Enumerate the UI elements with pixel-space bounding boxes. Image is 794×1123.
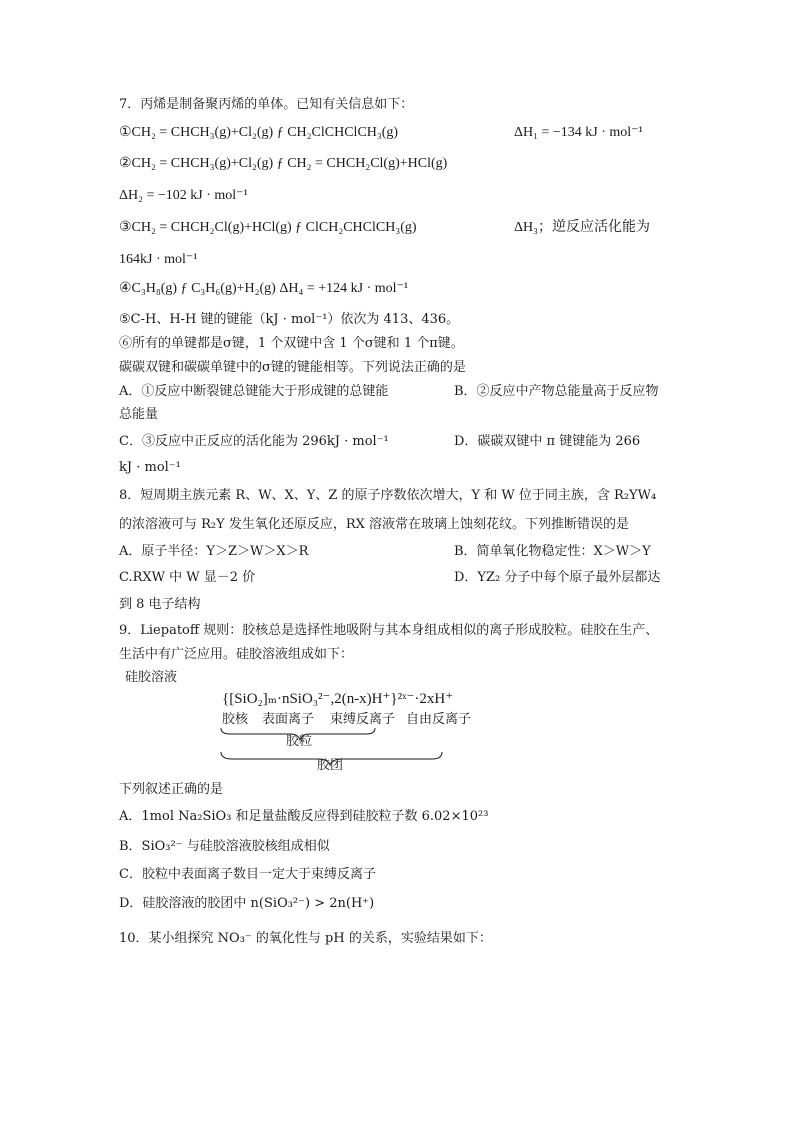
q7-equation-2: ②CH₂ = CHCH₃(g)+Cl₂(g) ƒ CH₂ = CHCH₂Cl(g)+HCl(g) bbox=[119, 156, 448, 171]
q9-label-micelle: 胶团 bbox=[317, 758, 344, 773]
q9-label-surface-ions: 表面离子 bbox=[262, 712, 315, 727]
q9-option-c: C．胶粒中表面离子数目一定大于束缚反离子 bbox=[119, 867, 376, 882]
q9-micelle-formula: {[SiO₂]ₘ·nSiO₃²⁻,2(n-x)H⁺}²ˣ⁻·2xH⁺ bbox=[222, 691, 454, 707]
q7-option-d-cont: kJ · mol⁻¹ bbox=[119, 460, 181, 475]
q7-equation-3-tail: ΔH₃；逆反应活化能为 bbox=[514, 220, 650, 235]
q10-stem: 10．某小组探究 NO₃⁻ 的氧化性与 pH 的关系，实验结果如下： bbox=[119, 931, 492, 946]
q7-equation-4: ④C₃H₈(g) ƒ C₃H₆(g)+H₂(g) ΔH₄ = +124 kJ · mol⁻¹ bbox=[119, 281, 409, 296]
q7-option-b: B．②反应中产物总能量高于反应物 bbox=[454, 384, 659, 399]
q9-label-core: 胶核 bbox=[222, 712, 249, 727]
q8-stem-2: 的浓溶液可与 R₂Y 发生氧化还原反应，RX 溶液常在玻璃上蚀刻花纹。下列推断错误的是 bbox=[119, 517, 630, 532]
q9-ask: 下列叙述正确的是 bbox=[119, 782, 224, 797]
q7-stem: 7．丙烯是制备聚丙烯的单体。已知有关信息如下： bbox=[119, 97, 414, 112]
q8-option-d-cont: 到 8 电子结构 bbox=[119, 597, 201, 612]
q7-info-5: ⑤C-H、H-H 键的键能（kJ · mol⁻¹）依次为 413、436。 bbox=[119, 312, 460, 327]
q9-diagram-title: 硅胶溶液 bbox=[125, 670, 178, 685]
q7-equation-2-enthalpy: ΔH₂ = −102 kJ · mol⁻¹ bbox=[119, 188, 248, 203]
q7-option-d: D．碳碳双键中 π 键键能为 266 bbox=[454, 434, 641, 449]
q9-option-b: B．SiO₃²⁻ 与硅胶溶液胶核组成相似 bbox=[119, 839, 330, 854]
q8-option-b: B．简单氧化物稳定性：X＞W＞Y bbox=[454, 544, 651, 559]
q9-option-a: A．1mol Na₂SiO₃ 和足量盐酸反应得到硅胶粒子数 6.02×10²³ bbox=[119, 809, 489, 824]
q7-info-6: ⑥所有的单键都是σ键，1 个双键中含 1 个σ键和 1 个π键。 bbox=[119, 336, 464, 351]
q8-stem-1: 8．短周期主族元素 R、W、X、Y、Z 的原子序数依次增大，Y 和 W 位于同主族，含 R₂YW₄ bbox=[119, 488, 657, 503]
q7-option-c: C．③反应中正反应的活化能为 296kJ · mol⁻¹ bbox=[119, 434, 389, 449]
q7-option-a: A．①反应中断裂键总键能大于形成键的总键能 bbox=[119, 384, 389, 399]
q7-info-7: 碳碳双键和碳碳单键中的σ键的键能相等。下列说法正确的是 bbox=[119, 360, 466, 375]
q8-option-a: A．原子半径：Y＞Z＞W＞X＞R bbox=[119, 544, 309, 559]
q8-option-d: D．YZ₂ 分子中每个原子最外层都达 bbox=[454, 570, 661, 585]
q9-option-d: D．硅胶溶液的胶团中 n(SiO₃²⁻) > 2n(H⁺) bbox=[119, 896, 375, 911]
q9-label-free-counterions: 自由反离子 bbox=[406, 712, 472, 727]
q9-stem-1: 9．Liepatoff 规则：胶核总是选择性地吸附与其本身组成相似的离子形成胶粒。硅胶在生产、 bbox=[119, 623, 659, 638]
q9-label-particle: 胶粒 bbox=[286, 734, 313, 749]
q7-equation-1: ①CH₂ = CHCH₃(g)+Cl₂(g) ƒ CH₂ClCHClCH₃(g) bbox=[119, 125, 399, 140]
q9-label-bound-counterions: 束缚反离子 bbox=[330, 712, 396, 727]
q8-option-c: C.RXW 中 W 显－2 价 bbox=[119, 570, 256, 585]
q9-stem-2: 生活中有广泛应用。硅胶溶液组成如下： bbox=[119, 647, 354, 662]
q7-equation-1-enthalpy: ΔH₁ = −134 kJ · mol⁻¹ bbox=[514, 125, 643, 140]
q7-equation-3: ③CH₂ = CHCH₂Cl(g)+HCl(g) ƒ ClCH₂CHClCH₃(g) bbox=[119, 220, 417, 235]
q7-equation-3-activation: 164kJ · mol⁻¹ bbox=[119, 252, 198, 267]
q7-option-b-cont: 总能量 bbox=[119, 407, 159, 422]
